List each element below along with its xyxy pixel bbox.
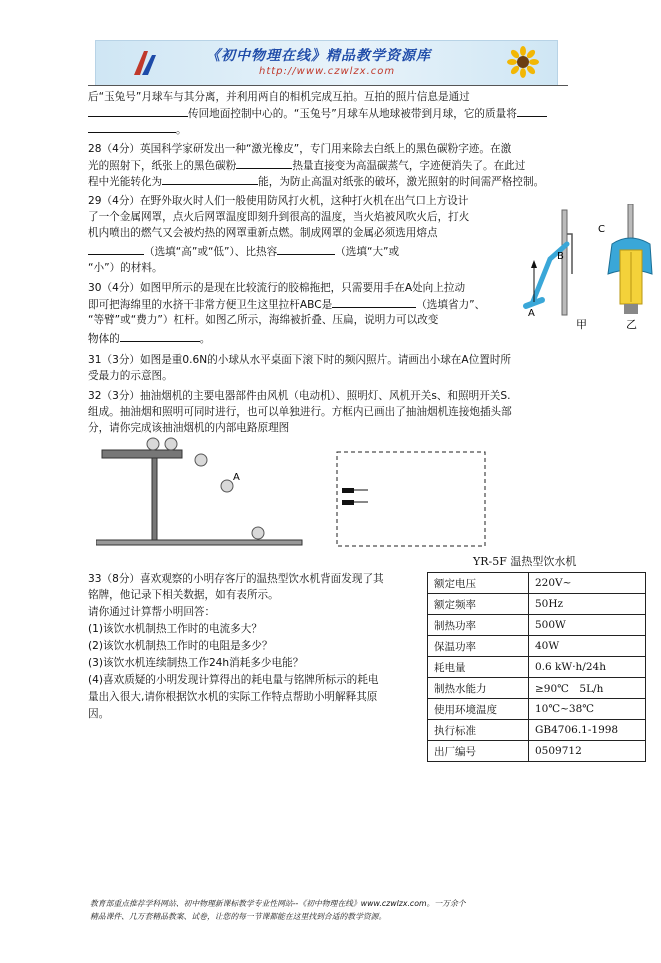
nameplate-row xyxy=(428,720,646,741)
q29-line2: 了一个金属网罩，点火后网罩温度即刻升到很高的温度，当火焰被风吹火后，打火 xyxy=(88,211,470,223)
nameplate-value: 10℃~38℃ xyxy=(529,699,646,720)
nameplate-key: 保温功率 xyxy=(428,636,529,657)
nameplate-row xyxy=(428,636,646,657)
ball-position xyxy=(147,438,159,450)
plug-prong xyxy=(342,500,354,505)
ball-position xyxy=(165,438,177,450)
nameplate-value: ≥90℃ 5L/h xyxy=(529,678,646,699)
label-a: A xyxy=(528,308,535,319)
header-banner xyxy=(95,40,558,86)
ball-position xyxy=(195,454,207,466)
nameplate-key: 制热功率 xyxy=(428,615,529,636)
caption-jia: 甲 xyxy=(576,318,587,331)
answer-blank[interactable] xyxy=(88,122,176,133)
q32-line2: 组成。抽油烟和照明可同时进行，也可以单独进行。方框内已画出了抽油烟机连接炮插头部 xyxy=(88,406,512,418)
q33-line1: 33（8分）喜欢观察的小明存客厅的温热型饮水机背面发现了其 xyxy=(88,573,384,585)
sunflower-icon xyxy=(507,46,539,78)
q31-line2: 受最力的示意图。 xyxy=(88,370,173,382)
q32-line3: 分，请你完成该抽油烟机的内部电路原理图 xyxy=(88,422,290,434)
banner-url: http://www.czwlzx.com xyxy=(259,66,396,77)
q29-line3: 机内喷出的燃气又会被灼热的网罩重新点燃。制成网罩的金属必须选用熔点 xyxy=(88,227,438,239)
answer-blank[interactable] xyxy=(236,158,292,169)
q29-line5: “小”）的材料。 xyxy=(88,262,163,274)
nameplate-value: GB4706.1-1998 xyxy=(529,720,646,741)
mop-figure xyxy=(512,204,661,334)
q33-line4: (1)该饮水机制热工作时的电流多大？ xyxy=(88,623,262,635)
q30-line1: 30（4分）如图甲所示的是现在比较流行的胶棉拖把，只需要用手在A处向上拉动 xyxy=(88,282,466,294)
nameplate-value: 0509712 xyxy=(529,741,646,762)
q30-line4: 物体的 。 xyxy=(88,333,211,345)
nameplate-key: 耗电量 xyxy=(428,657,529,678)
answer-blank[interactable] xyxy=(88,106,188,117)
nameplate-row xyxy=(428,615,646,636)
answer-blank[interactable] xyxy=(120,331,200,342)
nameplate-value: 50Hz xyxy=(529,594,646,615)
q28-line1: 28（4分）英国科学家研发出一种“激光橡皮”，专门用来除去白纸上的黑色碳粉字迹。在激 xyxy=(88,143,512,155)
answer-blank[interactable] xyxy=(517,106,547,117)
answer-blank[interactable] xyxy=(88,244,144,255)
q33-line2: 铭牌，他记录下相关数据，如有表所示。 xyxy=(88,589,279,601)
ball-position xyxy=(252,527,264,539)
footer-line1: 教育部重点推荐学科网站、初中物理新课标教学专业性网站--《初中物理在线》www.czwlzx.com。一万余个 xyxy=(90,899,466,908)
floor xyxy=(96,540,302,545)
nameplate-row xyxy=(428,741,646,762)
nameplate-row xyxy=(428,573,646,594)
q30-line3: “等臂”或“费力”）杠杆。如图乙所示，海绵被折叠、压扁，说明力可以改变 xyxy=(88,314,439,326)
table-leg xyxy=(152,458,157,540)
nameplate-value: 220V~ xyxy=(529,573,646,594)
q33-line5: (2)该饮水机制热工作时的电阻是多少？ xyxy=(88,640,273,652)
nameplate-value: 40W xyxy=(529,636,646,657)
nameplate-row xyxy=(428,594,646,615)
nameplate-row xyxy=(428,699,646,720)
nameplate-key: 额定电压 xyxy=(428,573,529,594)
q30-line2: 即可把海绵里的水挤干非常方便卫生这里拉杆ABC是 （选填省力”、 xyxy=(88,299,486,311)
ball-strobe-figure xyxy=(96,436,308,550)
label-a: A xyxy=(233,472,240,483)
q33-line6: (3)该饮水机连续制热工作24h消耗多少电能？ xyxy=(88,657,304,669)
mop-yi-diagram xyxy=(608,204,652,331)
answer-blank[interactable] xyxy=(332,297,416,308)
nameplate-row xyxy=(428,678,646,699)
banner-title: 《初中物理在线》精品教学资源库 xyxy=(206,48,431,64)
answer-blank[interactable] xyxy=(162,174,258,185)
label-b: B xyxy=(557,251,564,262)
q33-line7: (4)喜欢质疑的小明发现计算得出的耗电量与铭牌所标示的耗电 xyxy=(88,674,379,686)
circuit-answer-box[interactable] xyxy=(334,450,488,550)
mop-jia-diagram xyxy=(526,210,605,331)
caption-yi: 乙 xyxy=(626,318,637,331)
footer-line2: 精品课件、几万套精品教案、试卷，让您的每一节课都能在这里找到合适的教学资源。 xyxy=(90,912,387,921)
nameplate-key: 额定频率 xyxy=(428,594,529,615)
ball-position-a[interactable] xyxy=(221,480,233,492)
nameplate-key: 制热水能力 xyxy=(428,678,529,699)
q27-line2: 传回地面控制中心的。“玉兔号”月球车从地球被带到月球，它的质量将 xyxy=(88,106,547,121)
q29-line4: （选填“高”或“低”）、比热容 （选填“大”或 xyxy=(88,244,399,259)
q33-line3: 请你通过计算帮小明回答： xyxy=(88,606,216,618)
q27-line3: 。 xyxy=(88,122,187,137)
site-logo-icon xyxy=(130,47,162,79)
label-c: C xyxy=(598,224,605,235)
table-top xyxy=(102,450,182,458)
q33-line8: 量出入很大,请你根据饮水机的实际工作特点帮助小明解释其原 xyxy=(88,691,378,703)
q32-line1: 32（3分）抽油烟机的主要电器部件由风机（电动机）、照明灯、风机开关s、和照明开关S. xyxy=(88,390,511,402)
nameplate-title: YR-5F 温热型饮水机 xyxy=(473,555,577,568)
q28-line3: 程中光能转化为 能，为防止高温对纸张的破坏，激光照射的时间需严格控制。 xyxy=(88,176,545,188)
nameplate-key: 使用环境温度 xyxy=(428,699,529,720)
nameplate-value: 500W xyxy=(529,615,646,636)
plug-prong xyxy=(342,488,354,493)
nameplate-table xyxy=(427,572,646,762)
q31-line1: 31（3分）如图是重0.6N的小球从水平桌面下滚下时的频闪照片。请画出小球在A位置时所 xyxy=(88,354,512,366)
nameplate-value: 0.6 kW·h/24h xyxy=(529,657,646,678)
q29-line1: 29（4分）在野外取火时人们一般使用防风打火机，这种打火机在出气口上方设计 xyxy=(88,195,469,207)
q28-line2: 光的照射下，纸张上的黑色碳粉 热量直接变为高温碳蒸气，字迹便消失了。在此过 xyxy=(88,160,526,172)
nameplate-key: 执行标准 xyxy=(428,720,529,741)
q27-line1: 后“玉兔号”月球车与其分离，并利用两自的相机完成互拍。互拍的照片信息是通过 xyxy=(88,91,470,103)
header-rule xyxy=(88,85,568,86)
nameplate-row xyxy=(428,657,646,678)
answer-blank[interactable] xyxy=(277,244,335,255)
nameplate-key: 出厂编号 xyxy=(428,741,529,762)
q33-line9: 因。 xyxy=(88,708,110,720)
